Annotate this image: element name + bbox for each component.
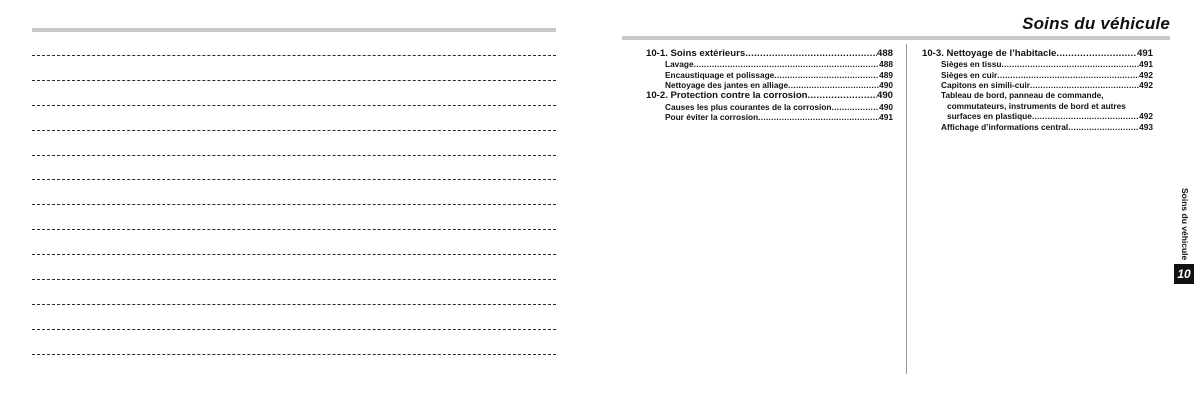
dot-leader [774, 70, 879, 80]
toc-page-number: 489 [879, 69, 893, 80]
toc-entry-label: surfaces en plastique [947, 111, 1032, 122]
toc-section-heading [646, 90, 893, 101]
toc-entry [646, 59, 893, 69]
chapter-contents-page [600, 0, 1200, 402]
toc-section-heading [922, 48, 1153, 59]
note-line [32, 204, 556, 205]
chapter-side-tab-label: Soins du véhicule [1180, 188, 1190, 261]
toc-entry [922, 122, 1153, 132]
chapter-number-tab: 10 [1174, 264, 1194, 284]
note-line [32, 304, 556, 305]
toc-page-number: 488 [879, 59, 893, 70]
toc-page-number: 488 [876, 48, 893, 59]
toc-page-number: 491 [879, 112, 893, 123]
note-line [32, 155, 556, 156]
dot-leader [831, 102, 879, 112]
note-line [32, 105, 556, 106]
header-rule [622, 36, 1170, 40]
dot-leader [745, 48, 877, 59]
toc-entry-label: Capitons en simili-cuir [941, 80, 1030, 91]
toc-page-number: 490 [879, 80, 893, 91]
toc-page-number: 491 [1139, 59, 1153, 70]
toc-entry-label: Lavage [665, 59, 694, 70]
toc-page-number: 492 [1139, 80, 1153, 91]
note-line [32, 254, 556, 255]
note-line [32, 55, 556, 56]
toc-page-number: 492 [1139, 69, 1153, 80]
toc-page-number: 493 [1139, 121, 1153, 132]
toc-column-left [646, 48, 893, 122]
toc-entry [646, 70, 893, 80]
column-divider [906, 44, 907, 374]
toc-entry [646, 80, 893, 90]
toc-entry [922, 70, 1153, 80]
dot-leader [808, 90, 877, 101]
toc-entry [922, 90, 1153, 121]
toc-entry [646, 102, 893, 112]
toc-entry-label: Pour éviter la corrosion [665, 112, 759, 123]
toc-entry-label: Causes les plus courantes de la corrosion [665, 101, 832, 112]
dot-leader [1056, 48, 1137, 59]
toc-entry-label: 10-3. Nettoyage de l’habitacle [922, 48, 1057, 59]
toc-entry-label: commutateurs, instruments de bord et autres [947, 100, 1126, 111]
toc-page-number: 490 [879, 101, 893, 112]
dot-leader [758, 112, 879, 122]
note-line [32, 354, 556, 355]
toc-entry-label: Encaustiquage et polissage [665, 69, 775, 80]
toc-entry-label: Affichage d’informations central [941, 121, 1069, 132]
dot-leader [1001, 59, 1139, 69]
note-line [32, 329, 556, 330]
toc-entry [922, 80, 1153, 90]
toc-entry-label: 10-2. Protection contre la corrosion [646, 90, 808, 102]
toc-page-number: 491 [1136, 48, 1153, 59]
dot-leader [694, 59, 880, 69]
toc-column-right [922, 48, 1153, 132]
dot-leader [1030, 80, 1139, 90]
toc-entry [646, 112, 893, 122]
dot-leader [1032, 111, 1139, 121]
note-line [32, 279, 556, 280]
dot-leader [1068, 122, 1139, 132]
note-line [32, 179, 556, 180]
note-line [32, 229, 556, 230]
toc-entry-label: Nettoyage des jantes en alliage [665, 80, 789, 91]
header-rule [32, 28, 556, 32]
notes-page [0, 0, 590, 402]
dot-leader [997, 70, 1139, 80]
toc-entry-label: Sièges en cuir [941, 69, 998, 80]
toc-page-number: 492 [1139, 111, 1153, 122]
toc-section-heading [646, 48, 893, 59]
toc-entry-label: Sièges en tissu [941, 59, 1002, 70]
toc-entry [922, 59, 1153, 69]
note-line [32, 80, 556, 81]
dot-leader [788, 80, 879, 90]
note-lines [32, 55, 556, 379]
toc-entry-label: Tableau de bord, panneau de commande, [941, 90, 1104, 101]
toc-entry-label: 10-1. Soins extérieurs [646, 48, 746, 59]
chapter-title: Soins du véhicule [1022, 14, 1170, 33]
note-line [32, 130, 556, 131]
toc-page-number: 490 [876, 90, 893, 102]
